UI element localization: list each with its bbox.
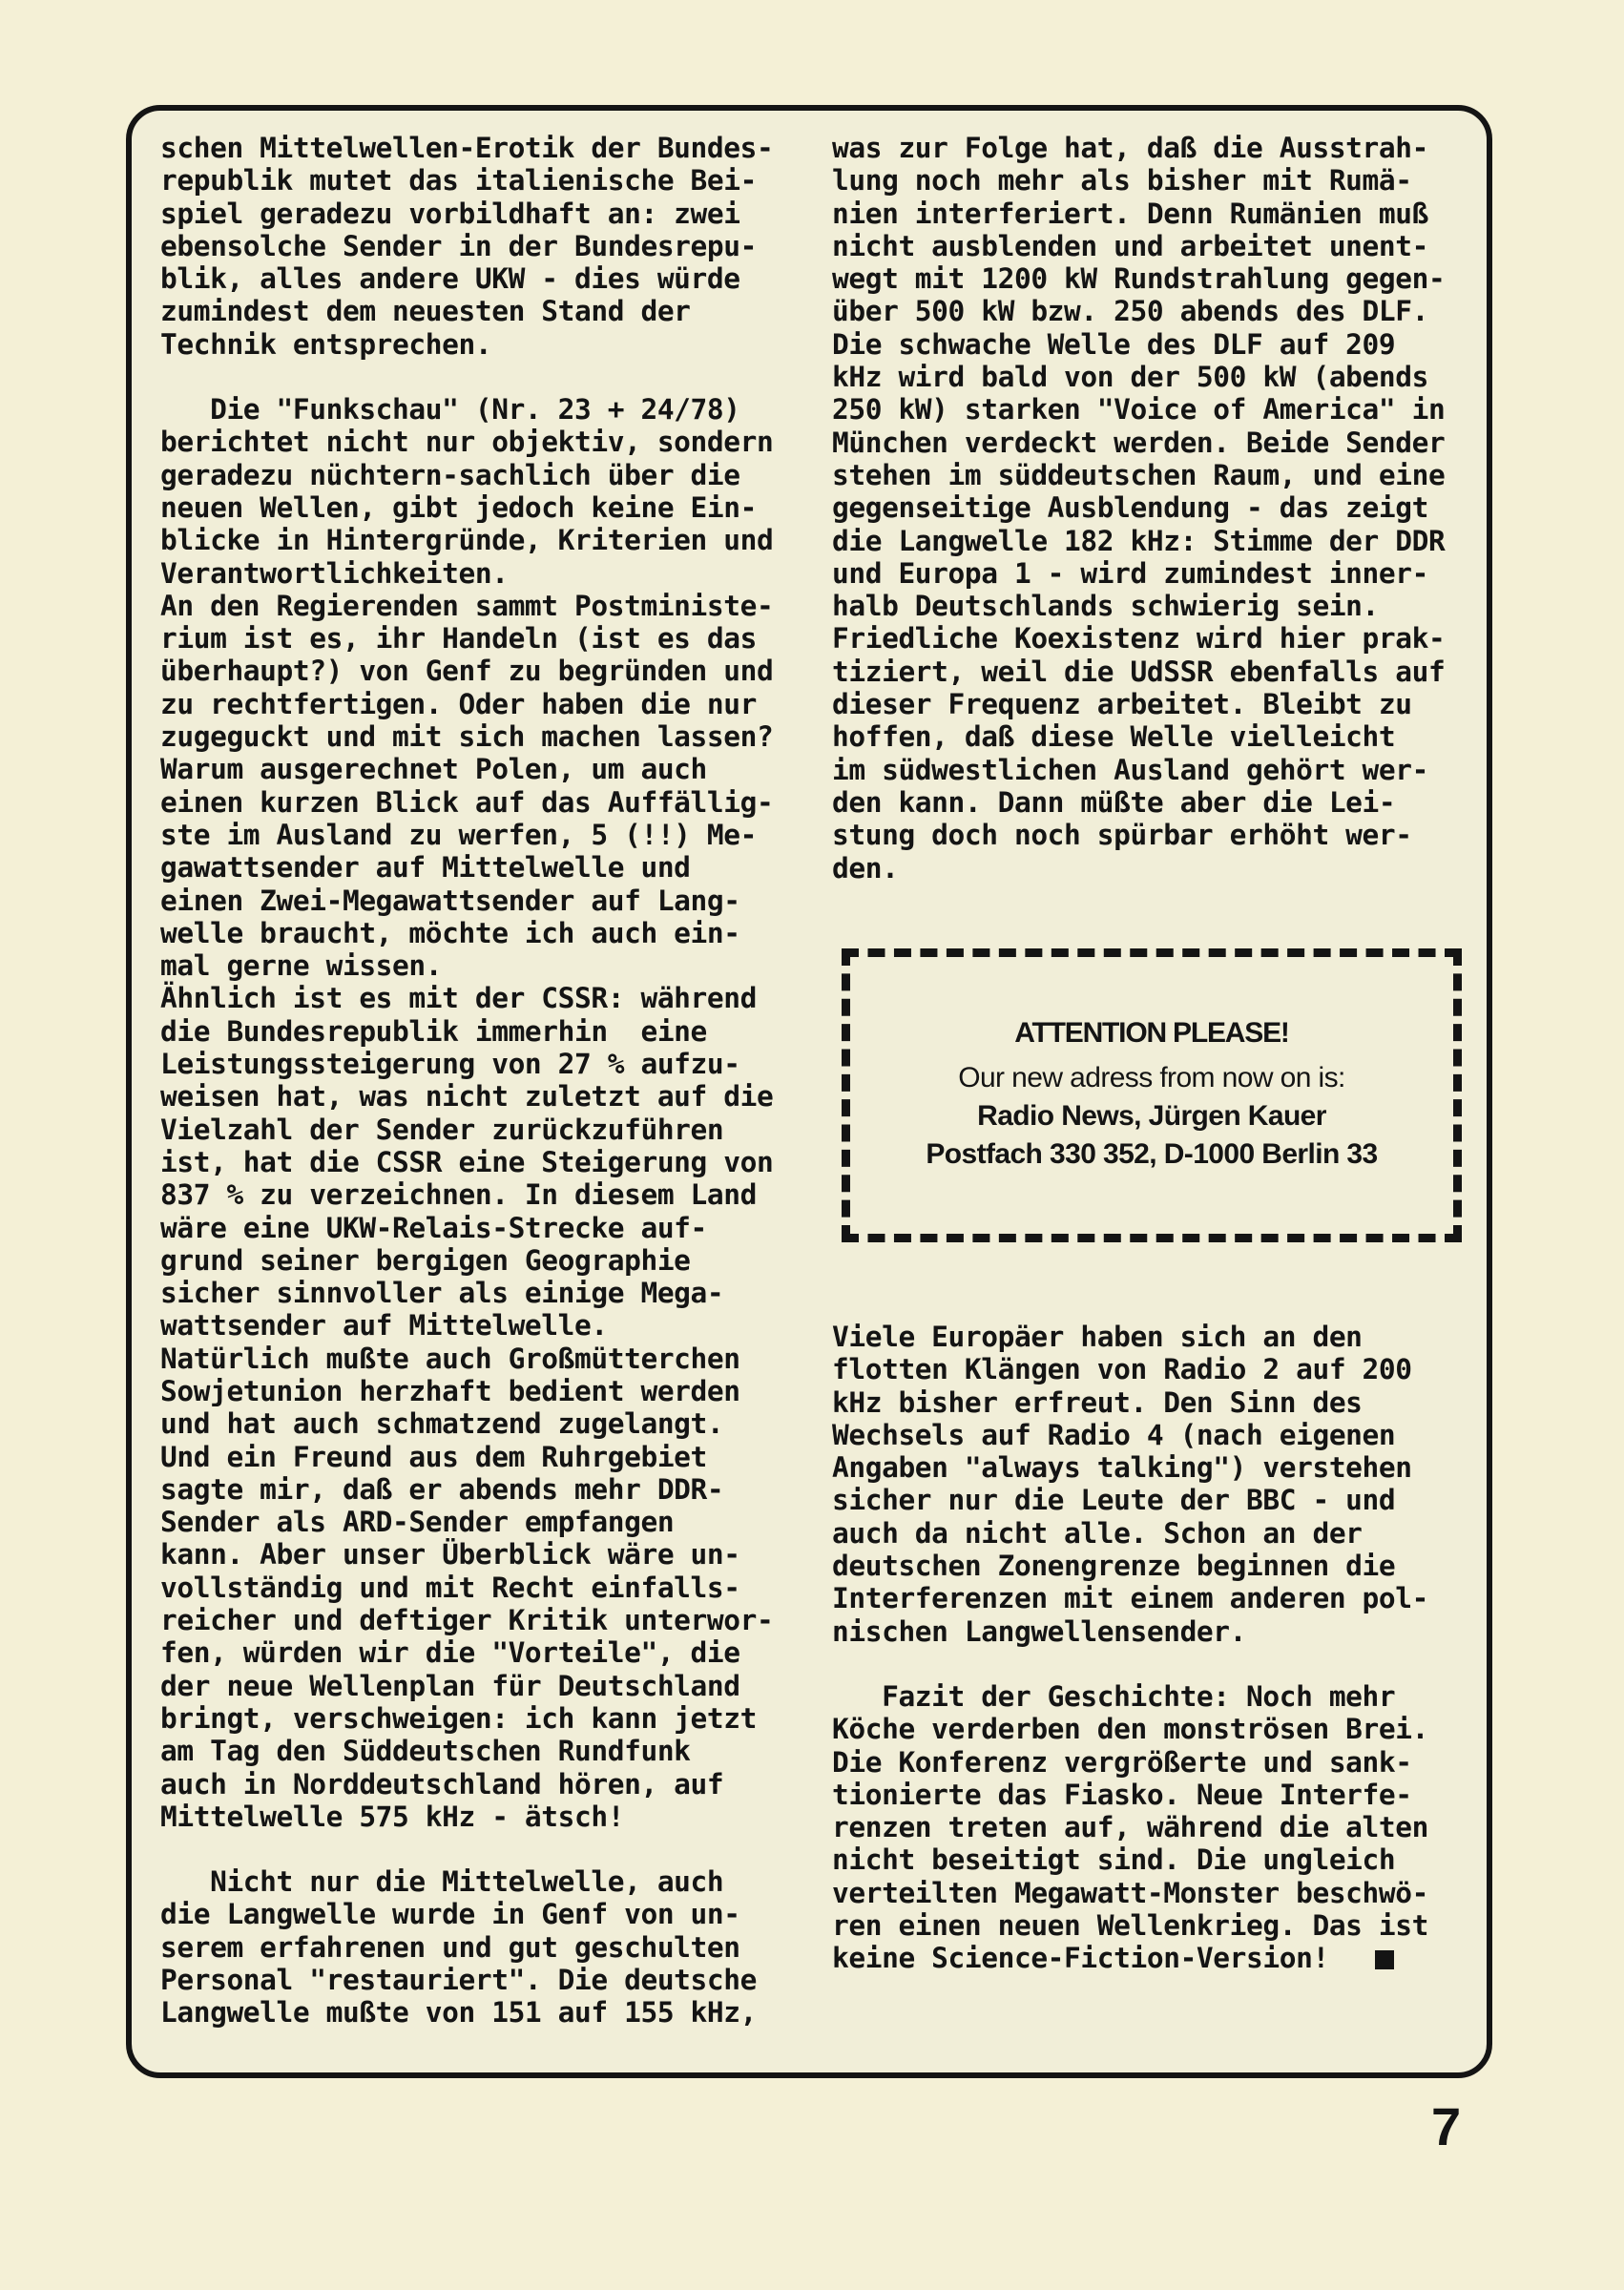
text-line: mal gerne wissen. [160,949,443,983]
text-line: vollständig und mit Recht einfalls- [160,1571,740,1604]
right-column-lower [832,1321,1469,1975]
text-line: Leistungssteigerung von 27 % aufzu- [160,1048,740,1081]
text-line: Sender als ARD-Sender empfangen [160,1506,675,1539]
text-line: 250 kW) starken "Voice of America" in [832,393,1446,427]
text-line: rium ist es, ihr Handeln (ist es das [160,622,757,656]
text-line: Friedliche Koexistenz wird hier prak- [832,622,1446,656]
text-line: flotten Klängen von Radio 2 auf 200 [832,1353,1412,1386]
text-line: fen, würden wir die "Vorteile", die [160,1636,740,1670]
text-line: reicher und deftiger Kritik unterwor- [160,1604,774,1637]
text-line: die Bundesrepublik immerhin eine [160,1014,707,1048]
text-line: berichtet nicht nur objektiv, sondern [160,426,774,459]
text-line: bringt, verschweigen: ich kann jetzt [160,1701,757,1735]
text-line: Die "Funkschau" (Nr. 23 + 24/78) [160,393,740,427]
text-line: kHz bisher erfreut. Den Sinn des [832,1385,1363,1419]
text-line: Personal "restauriert". Die deutsche [160,1964,757,1997]
text-line: republik mutet das italienische Bei- [160,164,757,198]
text-line: hoffen, daß diese Welle vielleicht [832,720,1396,754]
text-line: grund seiner bergigen Geographie [160,1243,691,1277]
end-of-article-mark [1375,1950,1394,1969]
text-line: Ähnlich ist es mit der CSSR: während [160,982,757,1015]
text-line: nien interferiert. Denn Rumänien muß [832,197,1428,230]
text-line: Angaben "always talking") verstehen [832,1451,1412,1485]
text-line: einen kurzen Blick auf das Auffällig- [160,785,774,819]
text-line: ist, hat die CSSR eine Steigerung von [160,1145,774,1178]
text-line: den. [832,851,899,885]
text-line: auch in Norddeutschland hören, auf [160,1767,724,1801]
text-line: blicke in Hintergründe, Kriterien und [160,524,774,557]
text-line: zugeguckt und mit sich machen lassen? [160,720,774,754]
text-line: Interferenzen mit einem anderen pol- [832,1582,1428,1615]
text-line: Warum ausgerechnet Polen, um auch [160,753,707,786]
text-line: verteilten Megawatt-Monster beschwö- [832,1876,1428,1909]
text-line: Und ein Freund aus dem Ruhrgebiet [160,1440,707,1473]
text-line: sicher nur die Leute der BBC - und [832,1484,1396,1517]
notice-address: Postfach 330 352, D-1000 Berlin 33 [926,1138,1378,1170]
text-line: Verantwortlichkeiten. [160,556,509,590]
notice-title: ATTENTION PLEASE! [1014,1017,1289,1049]
text-line: Natürlich mußte auch Großmütterchen [160,1342,740,1375]
text-line: stehen im süddeutschen Raum, und eine [832,458,1446,491]
notice-name: Radio News, Jürgen Kauer [977,1100,1326,1132]
text-line: wegt mit 1200 kW Rundstrahlung gegen- [832,262,1446,296]
text-line: was zur Folge hat, daß die Ausstrah- [832,132,1428,164]
text-line: die Langwelle wurde in Genf von un- [160,1898,740,1931]
text-line: geradezu nüchtern-sachlich über die [160,458,740,491]
notice-intro: Our new adress from now on is: [958,1062,1345,1093]
text-line: sagte mir, daß er abends mehr DDR- [160,1472,724,1506]
text-line: sicher sinnvoller als einige Mega- [160,1277,724,1310]
text-line: Vielzahl der Sender zurückzuführen [160,1113,724,1146]
text-line: gegenseitige Ausblendung - das zeigt [832,491,1428,525]
text-line: und Europa 1 - wird zumindest inner- [832,556,1428,590]
text-line: wattsender auf Mittelwelle. [160,1309,608,1343]
text-line: stung doch noch spürbar erhöht wer- [832,819,1412,852]
text-line: Die schwache Welle des DLF auf 209 [832,327,1396,361]
page-frame [126,105,1492,2078]
address-notice-box [842,948,1462,1242]
text-line: tionierte das Fiasko. Neue Interfe- [832,1778,1412,1811]
text-line: ren einen neuen Wellenkrieg. Das ist [832,1909,1428,1943]
text-line: ste im Ausland zu werfen, 5 (!!) Me- [160,818,757,851]
text-line: über 500 kW bzw. 250 abends des DLF. [832,295,1428,328]
text-line: An den Regierenden sammt Postministe- [160,589,774,622]
text-line: am Tag den Süddeutschen Rundfunk [160,1735,691,1768]
text-line: nicht ausblenden und arbeitet unent- [832,229,1428,262]
text-line: nicht beseitigt sind. Die ungleich [832,1843,1396,1877]
text-line: deutschen Zonengrenze beginnen die [832,1550,1396,1583]
text-line: im südwestlichen Ausland gehört wer- [832,753,1428,786]
text-line: lung noch mehr als bisher mit Rumä- [832,164,1412,198]
text-line: 837 % zu verzeichnen. In diesem Land [160,1178,757,1212]
text-line: München verdeckt werden. Beide Sender [832,426,1446,459]
text-line: zumindest dem neuesten Stand der [160,295,691,328]
text-line: Köche verderben den monströsen Brei. [832,1713,1428,1746]
paragraph-gap [832,1648,1469,1680]
text-line: überhaupt?) von Genf zu begründen und [160,655,774,688]
text-line: nischen Langwellensender. [832,1614,1247,1648]
text-line: tiziert, weil die UdSSR ebenfalls auf [832,655,1446,688]
text-line: welle braucht, möchte ich auch ein- [160,916,740,949]
text-line: schen Mittelwellen-Erotik der Bundes- [160,132,774,164]
text-line: kann. Aber unser Überblick wäre un- [160,1538,740,1572]
paragraph-gap [160,361,809,393]
right-column-upper [832,132,1469,885]
text-line: renzen treten auf, während die alten [832,1811,1428,1844]
text-line: keine Science-Fiction-Version! [832,1942,1329,1975]
text-line: Mittelwelle 575 kHz - ätsch! [160,1800,625,1833]
text-line: ebensolche Sender in der Bundesrepu- [160,229,757,262]
text-line: kHz wird bald von der 500 kW (abends [832,361,1428,394]
text-line: halb Deutschlands schwierig sein. [832,590,1379,623]
text-line: zu rechtfertigen. Oder haben die nur [160,687,757,720]
final-line [832,1942,1469,1974]
text-line: gawattsender auf Mittelwelle und [160,851,691,885]
text-line: Viele Europäer haben sich an den [832,1321,1363,1353]
text-line: Wechsels auf Radio 4 (nach eigenen [832,1418,1396,1451]
text-line: den kann. Dann müßte aber die Lei- [832,785,1396,819]
text-line: die Langwelle 182 kHz: Stimme der DDR [832,524,1446,557]
text-line: wäre eine UKW-Relais-Strecke auf- [160,1211,707,1244]
text-line: Langwelle mußte von 151 auf 155 kHz, [160,1996,757,2030]
text-line: Fazit der Geschichte: Noch mehr [832,1679,1396,1713]
text-line: einen Zwei-Megawattsender auf Lang- [160,884,740,917]
text-line: der neue Wellenplan für Deutschland [160,1669,740,1702]
text-line: serem erfahrenen und gut geschulten [160,1930,740,1964]
left-column [160,132,809,2030]
text-line: auch da nicht alle. Schon an der [832,1516,1363,1550]
text-line: und hat auch schmatzend zugelangt. [160,1407,724,1441]
page-number: 7 [1431,2096,1462,2156]
paragraph-gap [160,1833,809,1865]
text-line: dieser Frequenz arbeitet. Bleibt zu [832,688,1412,721]
text-line: Technik entsprechen. [160,327,492,361]
text-line: Nicht nur die Mittelwelle, auch [160,1865,724,1899]
text-line: Die Konferenz vergrößerte und sank- [832,1745,1412,1779]
text-line: blik, alles andere UKW - dies würde [160,262,740,296]
text-line: Sowjetunion herzhaft bedient werden [160,1374,740,1407]
text-line: spiel geradezu vorbildhaft an: zwei [160,197,740,230]
text-line: weisen hat, was nicht zuletzt auf die [160,1080,774,1114]
text-line: neuen Wellen, gibt jedoch keine Ein- [160,490,757,524]
